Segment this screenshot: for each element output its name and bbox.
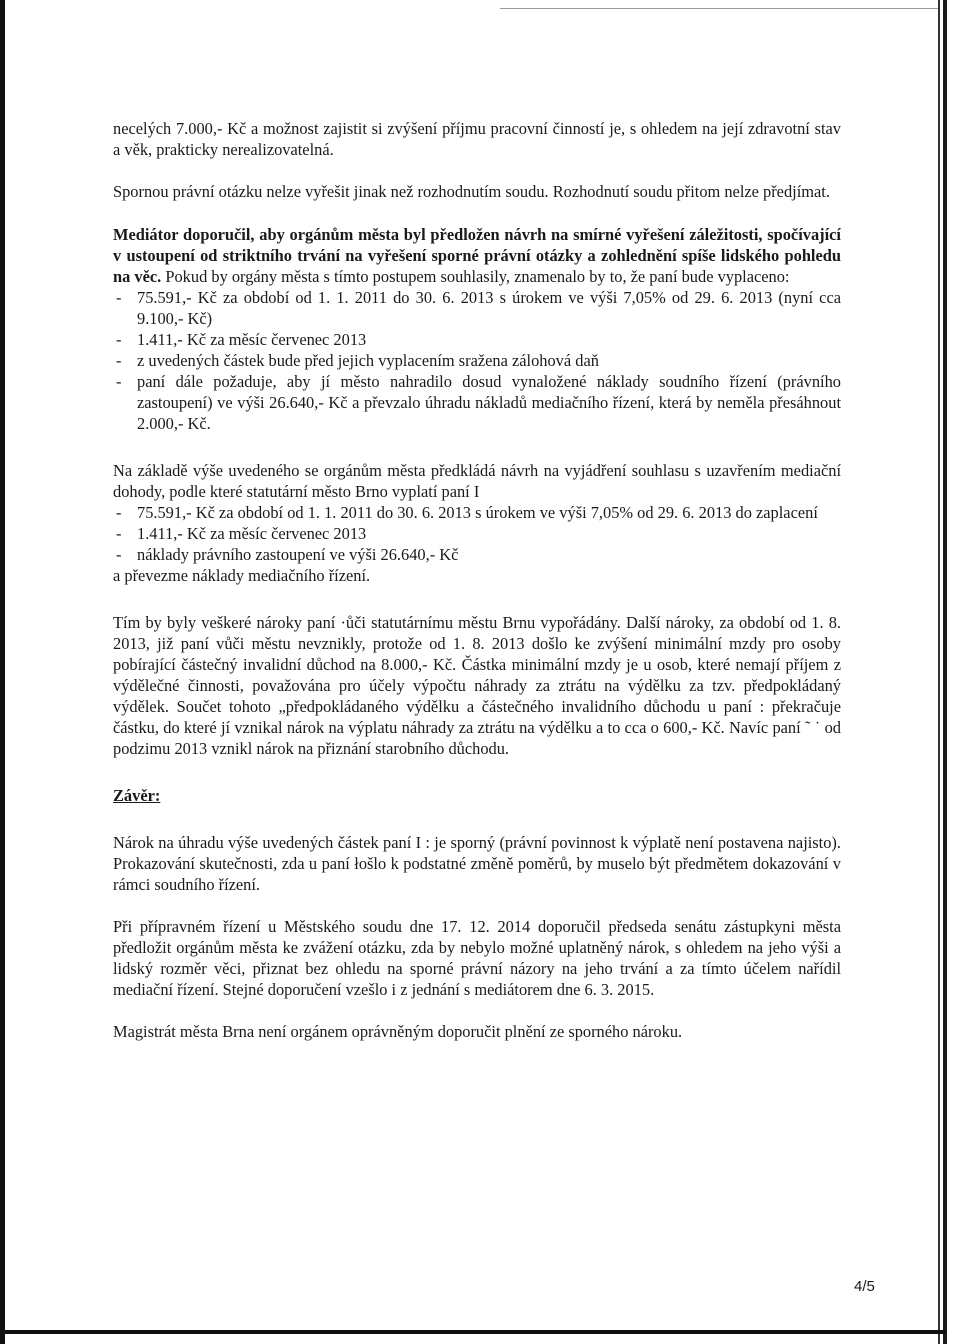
scan-edge-top xyxy=(500,8,938,9)
payout-list xyxy=(113,287,841,434)
paragraph-disputed-claim: Nárok na úhradu výše uvedených částek paní I : je sporný (právní povinnost k výplatě není postavena najisto). Prokazování skutečnosti, zda u paní łošlo k podstatné změně poměrů, by muselo být předmětem dokazování v rámci soudního řízení. xyxy=(113,833,841,894)
scan-edge-bottom xyxy=(0,1330,946,1334)
mediator-consequence: Pokud by orgány města s tímto postupem souhlasily, znamenalo by to, že paní bude vyplaceno: xyxy=(165,267,790,286)
proposal-list xyxy=(113,502,841,565)
list-item: - z uvedených částek bude před jejich vyplacením sražena zálohová daň xyxy=(113,350,841,371)
list-item: - 1.411,- Kč za měsíc červenec 2013 xyxy=(113,523,841,544)
mediator-recommendation: Mediátor doporučil, aby orgánům města byl předložen návrh na smírné vyřešení záležitosti, spočívající v ustoupení od striktního trvání na vyřešení sporné právní otázky a zohlednění spíše lidského pohledu na věc. xyxy=(113,225,841,286)
scan-edge-left xyxy=(0,0,5,1344)
paragraph-mediator xyxy=(113,224,841,287)
paragraph-claims-settled: Tím by byly veškeré nároky paní ·ůči statutárnímu městu Brnu vypořádány. Další nároky, za období od 1. 8. 2013, již paní vůči městu nevznikly, protože od 1. 8. 2013 došlo ke zvýšení minimální mzdy pro osoby pobírající částečný invalidní důchod na 8.000,- Kč. Částka minimální mzdy je u osob, které nemají příjem z výdělečné činnosti, považována pro účely výpočtu náhrady za ztrátu na výdělku za tzv. předpokládaný výdělek. Součet tohoto „předpokládaného výdělku a částečného invalidního důchodu u paní : překračuje částku, do které jí vznikal nárok na výplatu náhrady za ztrátu na výdělku a to cca o 600,- Kč. Navíc paní ˜ ˙ od podzimu 2013 vznikl nárok na přiznání starobního důchodu. xyxy=(113,613,841,758)
paragraph-income: necelých 7.000,- Kč a možnost zajistit si zvýšení příjmu pracovní činností je, s ohledem na její zdravotní stav a věk, prakticky nerealizovatelná. xyxy=(113,119,841,159)
list-item: - 1.411,- Kč za měsíc červenec 2013 xyxy=(113,329,841,350)
scan-edge-right xyxy=(938,0,940,1344)
section-heading-conclusion: Závěr: xyxy=(113,786,161,805)
paragraph-court-recommendation: Při přípravném řízení u Městského soudu dne 17. 12. 2014 doporučil předseda senátu zástupkyni města předložit orgánům města ke zvážení otázku, zda by nebylo možné uplatněný nárok, s ohledem na jeho výši a lidský rozměr věci, přiznat bez ohledu na sporné právní názory na jeho trvání a za tímto účelem nařídil mediační řízení. Stejné doporučení vzešlo i z jednání s mediátorem dne 6. 3. 2015. xyxy=(113,917,841,999)
paragraph-legal-question: Spornou právní otázku nelze vyřešit jinak než rozhodnutím soudu. Rozhodnutí soudu přitom nelze předjímat. xyxy=(113,182,830,201)
list-item: - náklady právního zastoupení ve výši 26.640,- Kč xyxy=(113,544,841,565)
paragraph-proposal: Na základě výše uvedeného se orgánům města předkládá návrh na vyjádření souhlasu s uzavřením mediační dohody, podle které statutární město Brno vyplatí paní I xyxy=(113,461,841,501)
list-item: - paní dále požaduje, aby jí město nahradilo dosud vynaložené náklady soudního řízení (právního zastoupení) ve výši 26.640,- Kč a převzalo úhradu nákladů mediačního řízení, která by neměla přesáhnout 2.000,- Kč. xyxy=(113,371,841,434)
paragraph-proposal-end: a převezme náklady mediačního řízení. xyxy=(113,566,371,585)
page-number: 4/5 xyxy=(854,1278,875,1295)
document-body xyxy=(113,118,841,1042)
list-item: - 75.591,- Kč za období od 1. 1. 2011 do 30. 6. 2013 s úrokem ve výši 7,05% od 29. 6. 2013 (nyní cca 9.100,- Kč) xyxy=(113,287,841,329)
list-item: - 75.591,- Kč za období od 1. 1. 2011 do 30. 6. 2013 s úrokem ve výši 7,05% od 29. 6. 2013 do zaplacení xyxy=(113,502,841,523)
paragraph-magistrate: Magistrát města Brna není orgánem oprávněným doporučit plnění ze sporného nároku. xyxy=(113,1022,683,1041)
scan-edge-right-outer xyxy=(943,0,947,1344)
